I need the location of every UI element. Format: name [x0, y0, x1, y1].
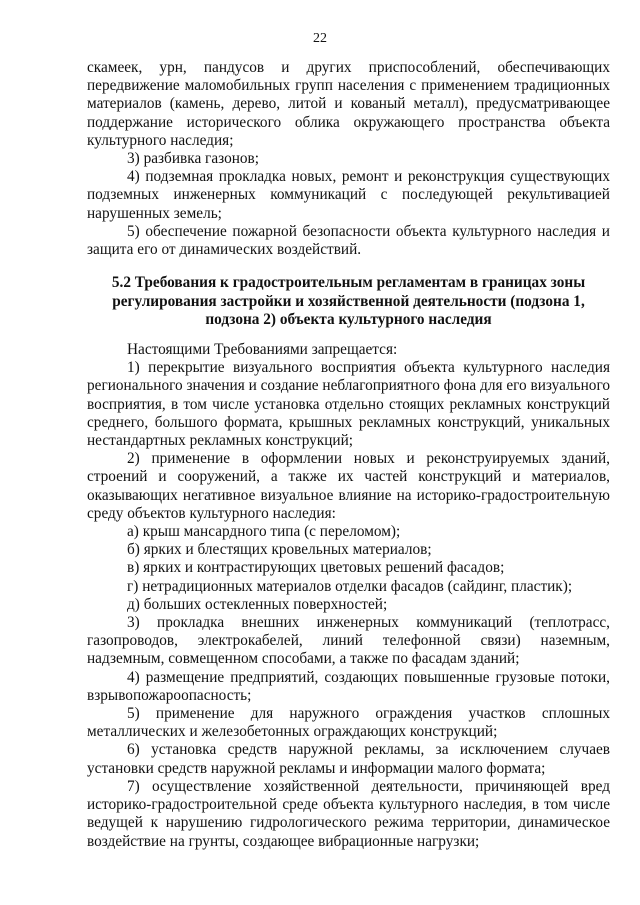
prohibition-item-5: 5) применение для наружного ограждения участков сплошных металлических и железобетонных ограждающих конструкций; — [87, 705, 610, 741]
prohibition-item-3: 3) прокладка внешних инженерных коммуникаций (теплотрасс, газопроводов, электрокабелей, линий телефонной связи) наземным, надземным, совмещенном способами, а также по фасадам зданий; — [87, 614, 610, 668]
subitem-b: б) ярких и блестящих кровельных материалов; — [127, 541, 432, 559]
prohibition-intro: Настоящими Требованиями запрещается: — [127, 341, 398, 359]
subitem-a: а) крыш мансардного типа (с переломом); — [127, 523, 401, 541]
section-heading: 5.2 Требования к градостроительным регламентам в границах зоны регулирования застройки и хозяйственной деятельности (подзона 1, подзона 2) объекта культурного наследия — [111, 274, 586, 329]
prohibition-item-7: 7) осуществление хозяйственной деятельности, причиняющей вред историко-градостроительной среде объекта культурного наследия, в том числе ведущей к нарушению гидрологического режима территории, динамическое воздействие на грунты, создающее вибрационные нагрузки; — [87, 777, 610, 850]
page-number: 22 — [313, 31, 327, 46]
paragraph-continuation: скамеек, урн, пандусов и других приспособлений, обеспечивающих передвижение маломобильных групп населения с применением традиционных материалов (камень, дерево, литой и кованый металл), предусматривающее поддержание исторического облика окружающего пространства объекта культурного наследия; — [87, 59, 610, 149]
prohibition-item-4: 4) размещение предприятий, создающих повышенные грузовые потоки, взрывопожароопасность; — [87, 668, 610, 704]
prohibition-item-2: 2) применение в оформлении новых и реконструируемых зданий, строений и сооружений, а также их частей конструкций и материалов, оказывающих негативное визуальное влияние на историко-градостроительную среду объектов культурного наследия: — [87, 450, 610, 522]
list-item-4: 4) подземная прокладка новых, ремонт и реконструкция существующих подземных инженерных коммуникаций с последующей рекультивацией нарушенных земель; — [87, 168, 610, 222]
prohibition-item-6: 6) установка средств наружной рекламы, за исключением случаев установки средств наружной рекламы и информации малого формата; — [87, 741, 610, 777]
prohibition-item-1: 1) перекрытие визуального восприятия объекта культурного наследия регионального значения и создание неблагоприятного фона для его визуального восприятия, в том числе установка отдельно стоящих рекламных конструкций среднего, большого формата, крышных рекламных конструкций, уникальных нестандартных рекламных конструкций; — [87, 359, 610, 450]
list-item-3: 3) разбивка газонов; — [127, 150, 260, 168]
list-item-5: 5) обеспечение пожарной безопасности объекта культурного наследия и защита его от динамических воздействий. — [87, 222, 610, 259]
subitem-d: д) больших остекленных поверхностей; — [127, 595, 388, 613]
page-body — [87, 59, 610, 851]
subitem-v: в) ярких и контрастирующих цветовых решений фасадов; — [127, 559, 505, 577]
subitem-g: г) нетрадиционных материалов отделки фасадов (сайдинг, пластик); — [127, 577, 573, 595]
